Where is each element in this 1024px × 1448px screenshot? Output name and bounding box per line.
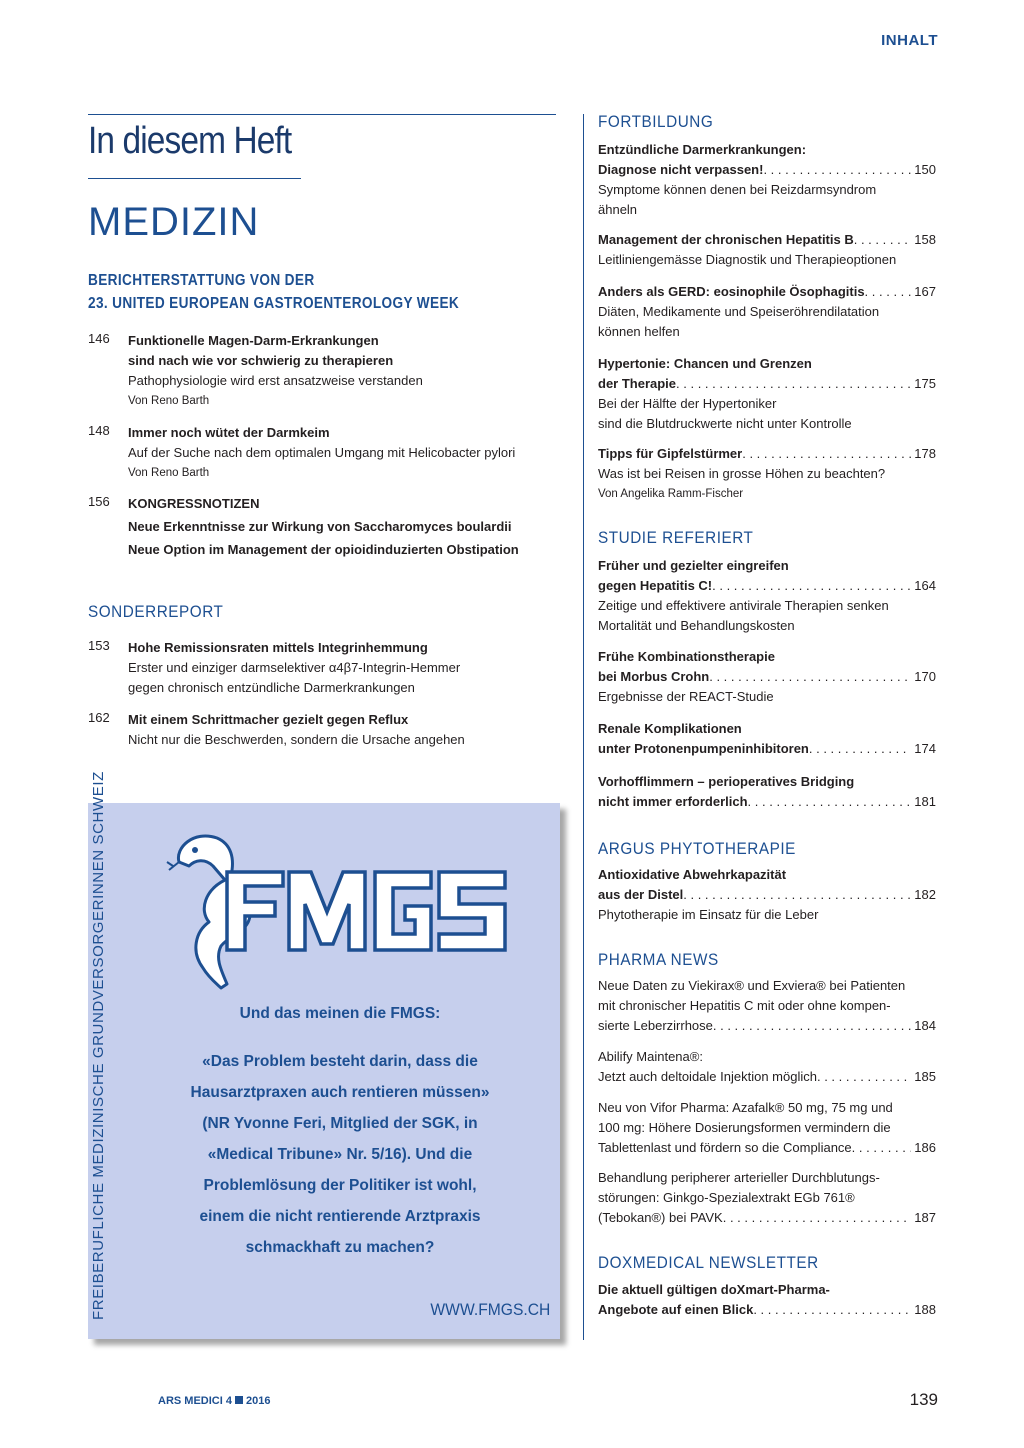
leader-dots bbox=[712, 576, 911, 596]
toc-entry[interactable] bbox=[598, 976, 936, 1036]
entry-title: Mit einem Schrittmacher gezielt gegen Reflux bbox=[128, 712, 409, 727]
entry-subtitle: Phytotherapie im Einsatz für die Leber bbox=[598, 907, 819, 922]
ad-quote bbox=[140, 1046, 540, 1263]
entry-title: Hypertonie: Chancen und Grenzen bbox=[598, 356, 812, 371]
toc-entry[interactable] bbox=[598, 647, 936, 707]
entry-title: Angebote auf einen Blick bbox=[598, 1302, 754, 1317]
ad-url-link[interactable]: WWW.FMGS.CH bbox=[430, 1300, 550, 1319]
entry-page-number: 170 bbox=[914, 669, 936, 684]
entry-subtitle: Was ist bei Reisen in grosse Höhen zu beachten? bbox=[598, 466, 886, 481]
entry-text: Neue Daten zu Viekirax® und Exviera® bei Patienten bbox=[598, 978, 906, 993]
title-top-rule bbox=[88, 114, 556, 115]
toc-entry[interactable] bbox=[598, 1168, 936, 1228]
entry-subtitle: Erster und einziger darmselektiver α4β7-Integrin-Hemmer bbox=[128, 660, 461, 675]
toc-entry[interactable] bbox=[128, 710, 465, 750]
report-heading-line1: BERICHTERSTATTUNG VON DER bbox=[88, 272, 315, 289]
entry-title: Früher und gezielter eingreifen bbox=[598, 558, 789, 573]
leader-dots bbox=[852, 1138, 912, 1158]
entry-title: gegen Hepatitis C! bbox=[598, 578, 713, 593]
leader-dots bbox=[854, 230, 912, 250]
entry-text: 100 mg: Höhere Dosierungsformen vermindern die bbox=[598, 1120, 891, 1135]
toc-entry[interactable] bbox=[598, 354, 936, 434]
entry-title: Antioxidative Abwehrkapazität bbox=[598, 867, 787, 882]
entry-subtitle: gegen chronisch entzündliche Darmerkrankungen bbox=[128, 680, 415, 695]
entry-page-number: 167 bbox=[914, 284, 936, 299]
fmgs-logo bbox=[165, 820, 515, 1000]
leader-dots bbox=[748, 792, 912, 812]
ad-quote-line: schmackhaft zu machen? bbox=[245, 1239, 435, 1256]
entry-subtitle: Nicht nur die Beschwerden, sondern die Ursache angehen bbox=[128, 732, 465, 747]
entry-author: Von Reno Barth bbox=[128, 467, 210, 479]
leader-dots bbox=[713, 1016, 911, 1036]
entry-subtitle: Auf der Suche nach dem optimalen Umgang mit Helicobacter pylori bbox=[128, 445, 516, 460]
entry-text: sierte Leberzirrhose bbox=[598, 1018, 713, 1033]
entry-subtitle: ähneln bbox=[598, 202, 638, 217]
report-heading-line2: 23. UNITED EUROPEAN GASTROENTEROLOGY WEEK bbox=[88, 295, 460, 312]
entry-subtitle: Symptome können denen bei Reizdarmsyndrom bbox=[598, 182, 877, 197]
ad-side-text: FREIBERUFLICHE MEDIZINISCHE GRUNDVERSORGERINNEN SCHWEIZ bbox=[90, 771, 107, 1320]
leader-dots bbox=[709, 667, 911, 687]
leader-dots bbox=[683, 885, 911, 905]
page-title: In diesem Heft bbox=[88, 120, 292, 162]
entry-title: Hohe Remissionsraten mittels Integrinhemmung bbox=[128, 640, 428, 655]
entry-title: unter Protonenpumpeninhibitoren bbox=[598, 741, 809, 756]
square-bullet-icon bbox=[235, 1396, 243, 1404]
entry-page-number: 156 bbox=[88, 494, 110, 509]
entry-text: Neu von Vifor Pharma: Azafalk® 50 mg, 75 mg und bbox=[598, 1100, 893, 1115]
toc-entry[interactable] bbox=[598, 719, 936, 759]
entry-page-number: 187 bbox=[914, 1210, 936, 1225]
entry-page-number: 174 bbox=[914, 741, 936, 756]
section-label: INHALT bbox=[881, 32, 938, 49]
entry-author: Von Angelika Ramm-Fischer bbox=[598, 488, 744, 500]
entry-subtitle: Zeitige und effektivere antivirale Therapien senken bbox=[598, 598, 889, 613]
toc-entry[interactable] bbox=[128, 638, 460, 698]
toc-entry[interactable] bbox=[598, 1280, 936, 1320]
page-number: 139 bbox=[909, 1390, 938, 1409]
entry-text: (Tebokan®) bei PAVK bbox=[598, 1210, 723, 1225]
entry-text: Tablettenlast und fördern so die Compliance bbox=[598, 1140, 852, 1155]
toc-entry[interactable] bbox=[128, 423, 515, 483]
ad-heading: Und das meinen die FMGS: bbox=[239, 1005, 441, 1022]
entry-page-number: 186 bbox=[914, 1140, 936, 1155]
journal-name: ARS MEDICI 4 bbox=[158, 1395, 232, 1407]
entry-subtitle: Pathophysiologie wird erst ansatzweise verstanden bbox=[128, 373, 423, 388]
entry-page-number: 188 bbox=[914, 1302, 936, 1317]
entry-text: mit chronischer Hepatitis C mit oder ohne kompen- bbox=[598, 998, 891, 1013]
section-heading-argus-phytotherapie: ARGUS PHYTOTHERAPIE bbox=[598, 839, 796, 858]
entry-page-number: 150 bbox=[914, 162, 936, 177]
leader-dots bbox=[676, 374, 911, 394]
leader-dots bbox=[763, 160, 911, 180]
journal-year: 2016 bbox=[245, 1395, 271, 1407]
section-heading-studie-referiert: STUDIE REFERIERT bbox=[598, 528, 754, 547]
toc-entry[interactable] bbox=[598, 230, 936, 270]
entry-title: sind nach wie vor schwierig zu therapieren bbox=[128, 353, 394, 368]
leader-dots bbox=[817, 1067, 911, 1087]
ad-quote-line: einem die nicht rentierende Arztpraxis bbox=[199, 1208, 481, 1225]
entry-page-number: 153 bbox=[88, 638, 110, 653]
ad-quote-line: «Medical Tribune» Nr. 5/16). Und die bbox=[207, 1146, 473, 1163]
toc-entry[interactable] bbox=[598, 140, 936, 220]
entry-title: Renale Komplikationen bbox=[598, 721, 742, 736]
toc-entry[interactable] bbox=[598, 1098, 936, 1158]
footer-journal bbox=[158, 1395, 270, 1407]
ad-quote-line: Hausarztpraxen auch rentieren müssen» bbox=[190, 1084, 490, 1101]
toc-entry[interactable] bbox=[128, 494, 519, 560]
entry-title: bei Morbus Crohn bbox=[598, 669, 710, 684]
leader-dots bbox=[723, 1208, 912, 1228]
entry-title: aus der Distel bbox=[598, 887, 684, 902]
entry-subtitle: sind die Blutdruckwerte nicht unter Kontrolle bbox=[598, 416, 852, 431]
entry-title: Immer noch wütet der Darmkeim bbox=[128, 425, 330, 440]
entry-text: Jetzt auch deltoidale Injektion möglich bbox=[598, 1069, 817, 1084]
entry-subtitle: Diäten, Medikamente und Speiseröhrendilatation bbox=[598, 304, 880, 319]
entry-page-number: 162 bbox=[88, 710, 110, 725]
entry-text: Behandlung peripherer arterieller Durchblutungs- bbox=[598, 1170, 880, 1185]
entry-subtitle: Ergebnisse der REACT-Studie bbox=[598, 689, 774, 704]
entry-page-number: 158 bbox=[914, 232, 936, 247]
entry-title: KONGRESSNOTIZEN bbox=[128, 496, 260, 511]
entry-title: Frühe Kombinationstherapie bbox=[598, 649, 775, 664]
entry-page-number: 148 bbox=[88, 423, 110, 438]
entry-title: Funktionelle Magen-Darm-Erkrankungen bbox=[128, 333, 379, 348]
entry-page-number: 182 bbox=[914, 887, 936, 902]
entry-title: nicht immer erforderlich bbox=[598, 794, 748, 809]
entry-page-number: 164 bbox=[914, 578, 936, 593]
section-heading-pharma-news: PHARMA NEWS bbox=[598, 950, 719, 969]
entry-title: Management der chronischen Hepatitis B bbox=[598, 232, 854, 247]
ad-quote-line: «Das Problem besteht darin, dass die bbox=[202, 1053, 478, 1070]
entry-title: Tipps für Gipfelstürmer bbox=[598, 446, 743, 461]
entry-title: Anders als GERD: eosinophile Ösophagitis bbox=[598, 284, 865, 299]
entry-title: Die aktuell gültigen doXmart-Pharma- bbox=[598, 1282, 830, 1297]
entry-subtitle: können helfen bbox=[598, 324, 680, 339]
entry-author: Von Reno Barth bbox=[128, 395, 210, 407]
section-heading-doxmedical-newsletter: DOXMEDICAL NEWSLETTER bbox=[598, 1253, 819, 1272]
entry-item: Neue Option im Management der opioidinduzierten Obstipation bbox=[128, 542, 519, 557]
entry-title: Vorhofflimmern – perioperatives Bridging bbox=[598, 774, 855, 789]
entry-subtitle: Leitliniengemässe Diagnostik und Therapieoptionen bbox=[598, 252, 897, 267]
leader-dots bbox=[865, 282, 912, 302]
toc-entry[interactable] bbox=[598, 556, 936, 636]
section-heading-sonderreport: SONDERREPORT bbox=[88, 602, 224, 621]
entry-subtitle: Bei der Hälfte der Hypertoniker bbox=[598, 396, 777, 411]
section-heading-fortbildung: FORTBILDUNG bbox=[598, 112, 714, 131]
entry-text: störungen: Ginkgo-Spezialextrakt EGb 761® bbox=[598, 1190, 855, 1205]
ad-quote-line: Problemlösung der Politiker ist wohl, bbox=[203, 1177, 477, 1194]
section-heading-medizin: MEDIZIN bbox=[88, 200, 260, 244]
title-bottom-rule bbox=[88, 178, 301, 179]
entry-page-number: 185 bbox=[914, 1069, 936, 1084]
entry-title: Diagnose nicht verpassen! bbox=[598, 162, 764, 177]
toc-entry[interactable] bbox=[598, 865, 936, 925]
entry-page-number: 175 bbox=[914, 376, 936, 391]
entry-text: Abilify Maintena®: bbox=[598, 1049, 703, 1064]
toc-entry[interactable] bbox=[598, 772, 936, 812]
entry-subtitle: Mortalität und Behandlungskosten bbox=[598, 618, 795, 633]
entry-item: Neue Erkenntnisse zur Wirkung von Saccharomyces boulardii bbox=[128, 519, 512, 534]
toc-entry[interactable] bbox=[598, 282, 936, 342]
entry-page-number: 181 bbox=[914, 794, 936, 809]
column-divider bbox=[583, 114, 584, 1340]
leader-dots bbox=[809, 739, 911, 759]
toc-entry[interactable] bbox=[598, 1047, 936, 1087]
entry-title: der Therapie bbox=[598, 376, 677, 391]
leader-dots bbox=[742, 444, 911, 464]
leader-dots bbox=[753, 1300, 911, 1320]
ad-quote-line: (NR Yvonne Feri, Mitglied der SGK, in bbox=[202, 1115, 478, 1132]
toc-entry[interactable] bbox=[598, 444, 936, 504]
toc-entry[interactable] bbox=[128, 331, 423, 411]
entry-page-number: 146 bbox=[88, 331, 110, 346]
entry-page-number: 184 bbox=[914, 1018, 936, 1033]
entry-page-number: 178 bbox=[914, 446, 936, 461]
entry-title: Entzündliche Darmerkrankungen: bbox=[598, 142, 807, 157]
